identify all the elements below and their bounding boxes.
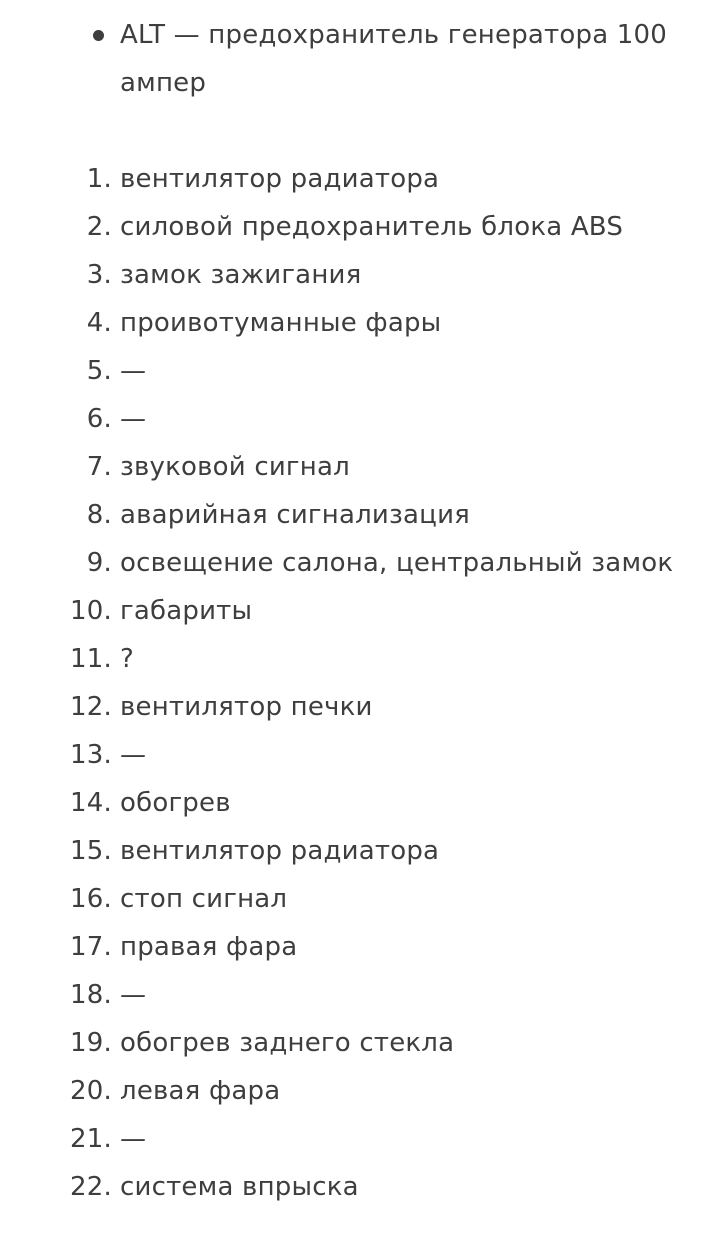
list-item [0,11,720,107]
list-item [0,491,720,539]
list-item-text: ? [120,644,134,674]
list-item-number: 1. [86,164,112,194]
list-item-text: силовой предохранитель блока ABS [120,212,624,242]
bullet-list [0,11,720,107]
list-item-text: стоп сигнал [120,884,288,914]
list-item-text: вентилятор радиатора [120,164,440,194]
list-item-text: правая фара [120,932,298,962]
list-item-number: 2. [86,212,112,242]
list-item-number: 5. [86,356,112,386]
list-item-text: вентилятор печки [120,692,373,722]
list-item-text: — [120,356,147,386]
list-item-text: аварийная сигнализация [120,500,471,530]
list-item-number: 11. [70,644,112,674]
list-item-text: — [120,1124,147,1154]
list-item-number: 6. [86,404,112,434]
list-item [0,635,720,683]
list-item-number: 3. [86,260,112,290]
bullet-text: ALT — предохранитель генератора 100 ампер [120,20,668,98]
list-item [0,155,720,203]
list-item-number: 12. [70,692,112,722]
list-item [0,827,720,875]
list-item-text: — [120,980,147,1010]
list-item-text: освещение салона, центральный замок [120,548,674,578]
list-item [0,395,720,443]
list-item [0,923,720,971]
list-item [0,1019,720,1067]
numbered-list [0,155,720,1211]
list-item [0,299,720,347]
list-item-number: 18. [70,980,112,1010]
list-item [0,1163,720,1211]
list-item [0,779,720,827]
list-item-number: 15. [70,836,112,866]
list-item-text: обогрев заднего стекла [120,1028,455,1058]
list-item [0,1115,720,1163]
list-item [0,347,720,395]
list-item [0,203,720,251]
list-item-text: замок зажигания [120,260,362,290]
list-item-text: система впрыска [120,1172,359,1202]
list-item [0,251,720,299]
list-item-text: — [120,740,147,770]
list-item [0,587,720,635]
list-item-text: звуковой сигнал [120,452,350,482]
list-item [0,443,720,491]
list-item-number: 4. [86,308,112,338]
bullet-icon [93,30,104,41]
list-item-number: 10. [70,596,112,626]
list-item-number: 16. [70,884,112,914]
list-item [0,683,720,731]
list-item [0,971,720,1019]
list-item-number: 17. [70,932,112,962]
list-item-number: 14. [70,788,112,818]
list-item [0,875,720,923]
list-item-number: 8. [86,500,112,530]
list-item-number: 22. [70,1172,112,1202]
list-item-number: 9. [86,548,112,578]
list-item-text: обогрев [120,788,231,818]
list-item-text: — [120,404,147,434]
list-item [0,539,720,587]
list-item-number: 7. [86,452,112,482]
list-item-text: проивотуманные фары [120,308,442,338]
list-item [0,1067,720,1115]
list-item [0,731,720,779]
list-item-text: вентилятор радиатора [120,836,440,866]
list-item-number: 13. [70,740,112,770]
list-item-text: габариты [120,596,253,626]
list-item-number: 21. [70,1124,112,1154]
list-item-text: левая фара [120,1076,281,1106]
list-item-number: 20. [70,1076,112,1106]
list-item-number: 19. [70,1028,112,1058]
